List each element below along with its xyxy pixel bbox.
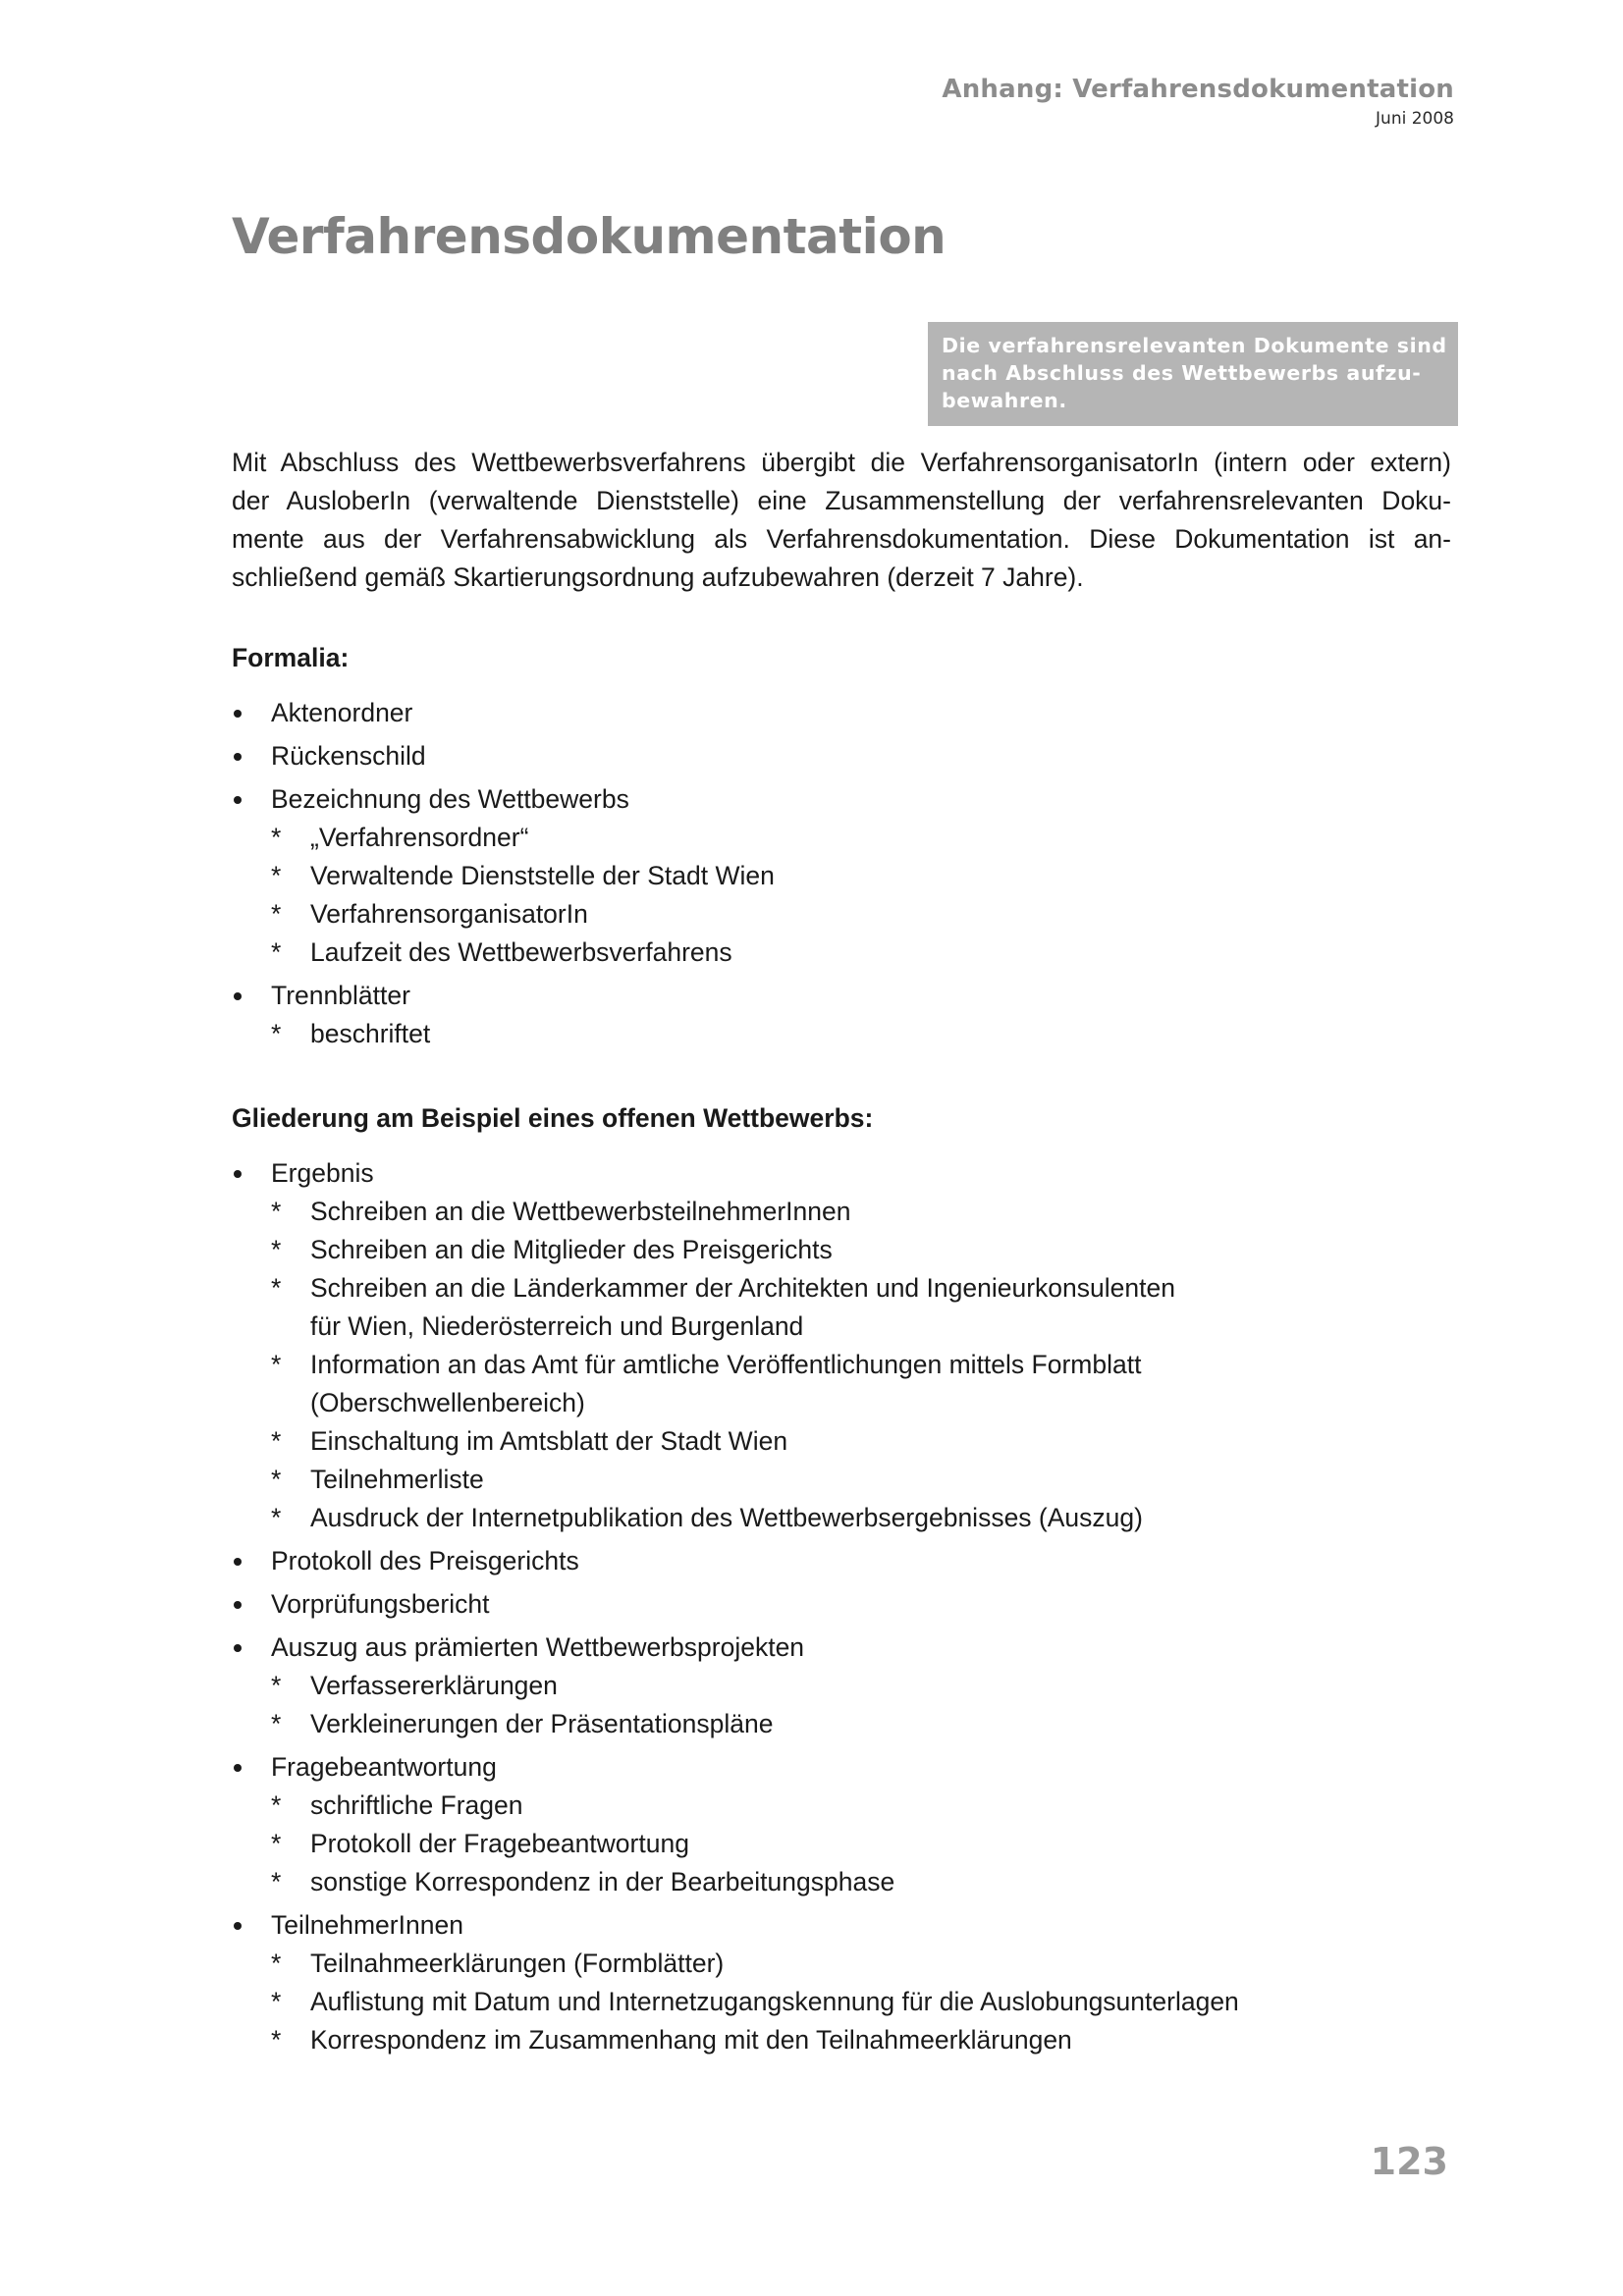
sub-list-item <box>232 2021 1459 2059</box>
sidebar-note-line: nach Abschluss des Wettbewerbs aufzu- <box>942 361 1422 385</box>
intro-paragraph <box>232 444 1451 597</box>
sub-list-item <box>232 1705 1459 1743</box>
gliederung-list <box>232 1154 1459 2059</box>
bullet-item-label: Protokoll des Preisgerichts <box>232 1542 1459 1580</box>
list-item <box>232 1542 1459 1580</box>
list-item <box>232 780 1459 972</box>
sub-list-item <box>232 1667 1459 1705</box>
sub-item-text: Teilnahmeerklärungen (Formblätter) <box>310 1949 725 1978</box>
formalia-heading: Formalia: <box>232 643 350 672</box>
bullet-item-label: Bezeichnung des Wettbewerbs <box>232 780 1459 819</box>
sub-item-text: für Wien, Niederösterreich und Burgenland <box>310 1311 804 1341</box>
bullet-item-label: Ergebnis <box>232 1154 1459 1193</box>
bullet-item-label: TeilnehmerInnen <box>232 1906 1459 1945</box>
sub-item-text: Auflistung mit Datum und Internetzugangskennung für die Auslobungsunterlagen <box>310 1987 1239 2016</box>
list-item <box>232 1748 1459 1901</box>
asterisk-marker: * <box>271 823 282 852</box>
sub-item-text: Verfassererklärungen <box>310 1671 558 1700</box>
bullet-item-label: Auszug aus prämierten Wettbewerbsprojekten <box>232 1629 1459 1667</box>
sub-item-text: Verkleinerungen der Präsentationspläne <box>310 1709 774 1738</box>
sub-item-text: Protokoll der Fragebeantwortung <box>310 1829 689 1858</box>
sub-item-text: Ausdruck der Internetpublikation des Wettbewerbsergebnisses (Auszug) <box>310 1503 1143 1532</box>
asterisk-marker: * <box>271 1350 282 1379</box>
sub-list-item <box>232 895 1459 934</box>
asterisk-marker: * <box>271 861 282 890</box>
sub-list-item <box>232 1945 1459 1983</box>
bullet-item-label: Rückenschild <box>232 737 1459 775</box>
sub-item-text: Schreiben an die WettbewerbsteilnehmerInnen <box>310 1197 851 1226</box>
sub-list-item <box>232 1193 1459 1231</box>
asterisk-marker: * <box>271 1273 282 1303</box>
sub-item-text: sonstige Korrespondenz in der Bearbeitungsphase <box>310 1867 895 1896</box>
asterisk-marker: * <box>271 1019 282 1048</box>
asterisk-marker: * <box>271 1949 282 1978</box>
asterisk-marker: * <box>271 937 282 967</box>
list-item <box>232 1154 1459 1537</box>
list-item <box>232 977 1459 1053</box>
sub-list-item <box>232 1346 1459 1422</box>
intro-line: Mit Abschluss des Wettbewerbsverfahrens übergibt die VerfahrensorganisatorIn (intern oder extern) <box>232 448 1451 477</box>
sub-item-text: Korrespondenz im Zusammenhang mit den Teilnahmeerklärungen <box>310 2025 1072 2055</box>
sub-list-item <box>232 1015 1459 1053</box>
sub-item-text: „Verfahrensordner“ <box>310 823 529 852</box>
sub-item-text: Schreiben an die Mitglieder des Preisgerichts <box>310 1235 833 1264</box>
intro-line: der AusloberIn (verwaltende Dienststelle) eine Zusammenstellung der verfahrensrelevanten Doku- <box>232 486 1451 515</box>
asterisk-marker: * <box>271 1671 282 1700</box>
asterisk-marker: * <box>271 1197 282 1226</box>
sub-item-text: Schreiben an die Länderkammer der Architekten und Ingenieurkonsulenten <box>310 1273 1175 1303</box>
header-date: Juni 2008 <box>1376 109 1454 129</box>
sub-list-item <box>232 1825 1459 1863</box>
sidebar-note-line: Die verfahrensrelevanten Dokumente sind <box>942 334 1447 357</box>
sub-list-item <box>232 819 1459 857</box>
bullet-item-label: Trennblätter <box>232 977 1459 1015</box>
sub-list-item <box>232 1863 1459 1901</box>
list-item <box>232 1585 1459 1624</box>
sub-list-item <box>232 1983 1459 2021</box>
sub-item-text: Laufzeit des Wettbewerbsverfahrens <box>310 937 732 967</box>
formalia-list <box>232 694 1459 1053</box>
page-number: 123 <box>1370 2140 1448 2183</box>
sub-list-item <box>232 1787 1459 1825</box>
gliederung-heading: Gliederung am Beispiel eines offenen Wettbewerbs: <box>232 1103 874 1133</box>
intro-line: mente aus der Verfahrensabwicklung als Verfahrensdokumentation. Diese Dokumentation ist an- <box>232 524 1451 554</box>
sub-list-item <box>232 934 1459 972</box>
sub-item-text: Information an das Amt für amtliche Veröffentlichungen mittels Formblatt <box>310 1350 1142 1379</box>
asterisk-marker: * <box>271 1235 282 1264</box>
bullet-item-label: Aktenordner <box>232 694 1459 732</box>
sub-list-item <box>232 1422 1459 1461</box>
list-item <box>232 737 1459 775</box>
sub-item-text: Teilnehmerliste <box>310 1465 484 1494</box>
header-title: Anhang: Verfahrensdokumentation <box>942 75 1454 104</box>
list-item <box>232 1629 1459 1743</box>
asterisk-marker: * <box>271 1790 282 1820</box>
asterisk-marker: * <box>271 1465 282 1494</box>
asterisk-marker: * <box>271 899 282 929</box>
sub-list-item <box>232 1231 1459 1269</box>
sub-list-item <box>232 1499 1459 1537</box>
sidebar-note-line: bewahren. <box>942 389 1067 412</box>
sub-item-text: beschriftet <box>310 1019 431 1048</box>
sub-list-item <box>232 857 1459 895</box>
bullet-item-label: Fragebeantwortung <box>232 1748 1459 1787</box>
asterisk-marker: * <box>271 1503 282 1532</box>
sub-item-text: Verwaltende Dienststelle der Stadt Wien <box>310 861 775 890</box>
asterisk-marker: * <box>271 2025 282 2055</box>
asterisk-marker: * <box>271 1829 282 1858</box>
sub-list-item <box>232 1461 1459 1499</box>
sub-item-text: (Oberschwellenbereich) <box>310 1388 585 1417</box>
sub-item-text: schriftliche Fragen <box>310 1790 523 1820</box>
asterisk-marker: * <box>271 1867 282 1896</box>
bullet-item-label: Vorprüfungsbericht <box>232 1585 1459 1624</box>
list-item <box>232 1906 1459 2059</box>
asterisk-marker: * <box>271 1987 282 2016</box>
sub-item-text: VerfahrensorganisatorIn <box>310 899 588 929</box>
asterisk-marker: * <box>271 1426 282 1456</box>
sub-list-item <box>232 1269 1459 1346</box>
list-item <box>232 694 1459 732</box>
sidebar-note-box <box>928 322 1458 426</box>
page-title: Verfahrensdokumentation <box>232 208 947 265</box>
sub-item-text: Einschaltung im Amtsblatt der Stadt Wien <box>310 1426 788 1456</box>
asterisk-marker: * <box>271 1709 282 1738</box>
intro-line: schließend gemäß Skartierungsordnung aufzubewahren (derzeit 7 Jahre). <box>232 562 1084 592</box>
